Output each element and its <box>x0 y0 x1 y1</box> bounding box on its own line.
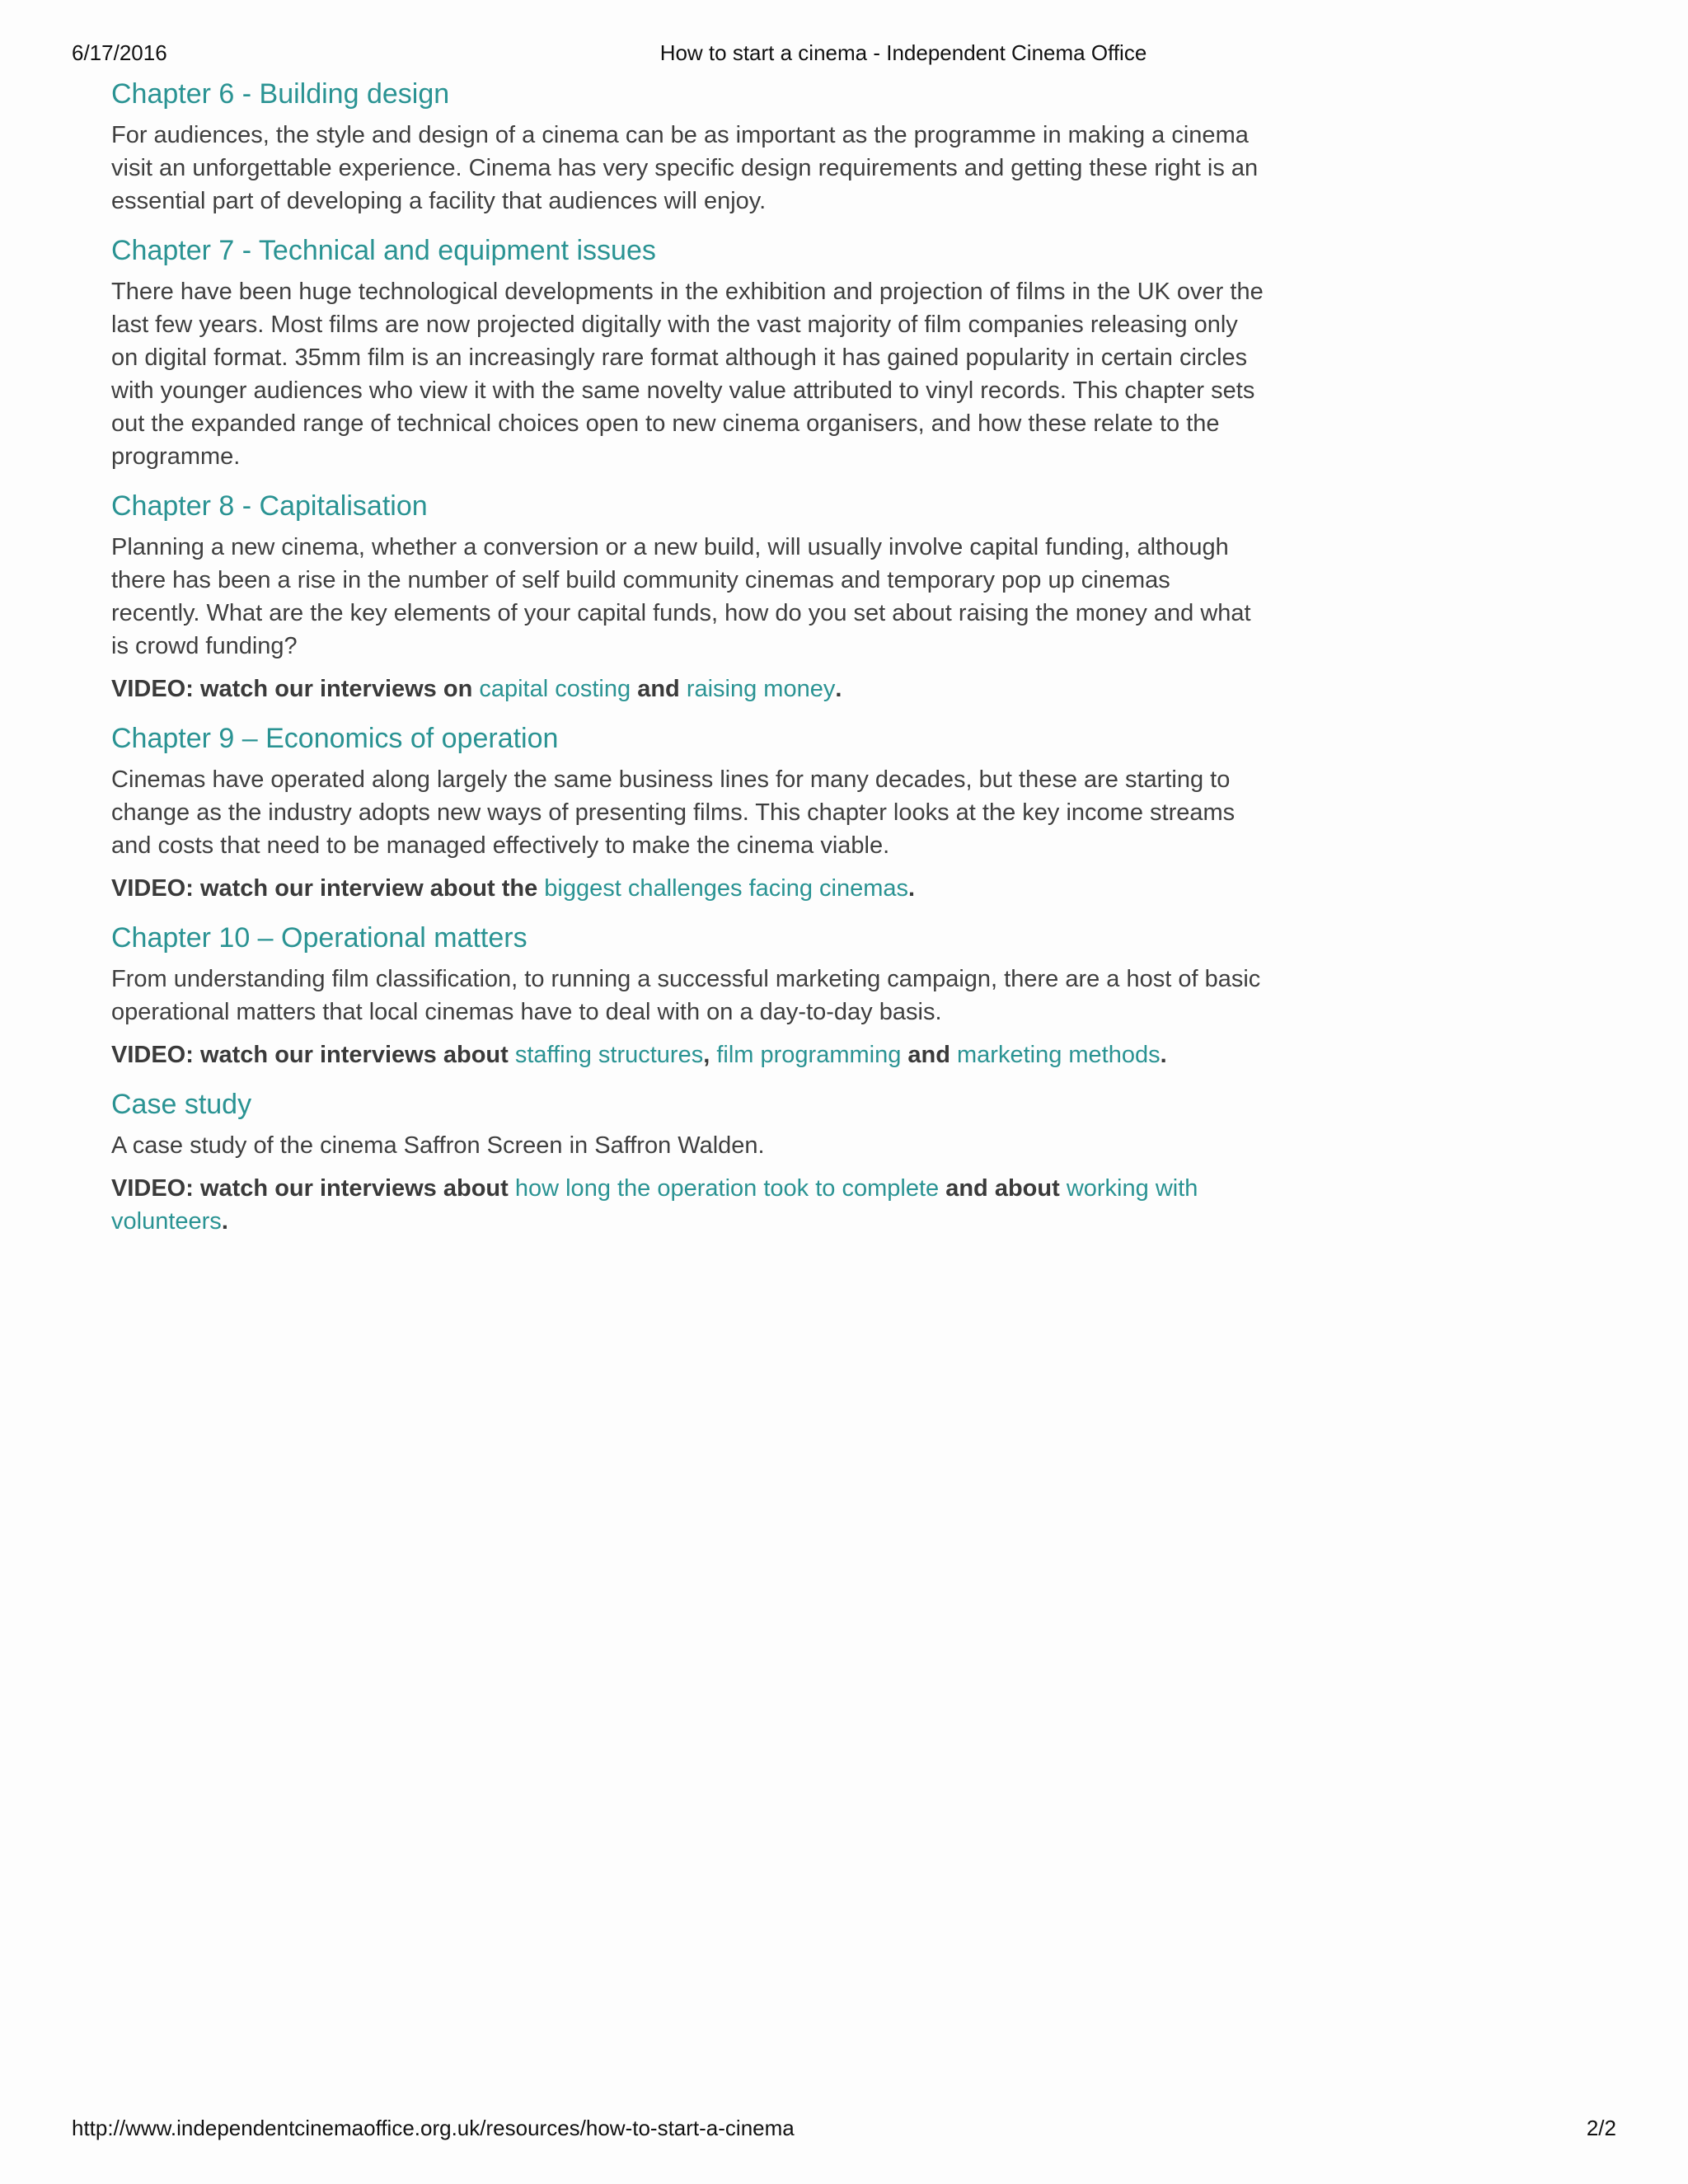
conjunction-text: and about <box>939 1175 1067 1202</box>
chapter-10-video-line <box>111 1038 1265 1071</box>
sentence-end: . <box>221 1208 228 1235</box>
chapter-9-section <box>111 720 1265 905</box>
chapter-6-section <box>111 76 1265 218</box>
print-url: http://www.independentcinemaoffice.org.uk/resources/how-to-start-a-cinema <box>72 2116 795 2140</box>
conjunction-text: and <box>631 676 687 702</box>
chapter-9-heading: Chapter 9 – Economics of operation <box>111 723 559 754</box>
chapter-10-section <box>111 920 1265 1071</box>
chapter-9-video-line <box>111 872 1265 905</box>
video-prefix: VIDEO: watch our interviews about <box>111 1175 515 1202</box>
staffing-structures-link[interactable]: staffing structures <box>514 1042 704 1068</box>
operation-duration-link[interactable]: how long the operation took to complete <box>514 1175 940 1202</box>
separator-text: , <box>703 1042 717 1068</box>
print-page-title: How to start a cinema - Independent Cinema Office <box>659 40 1147 65</box>
chapter-8-text: Planning a new cinema, whether a conversion or a new build, will usually involve capital funding, although there has been a rise in the number of self build community cinemas and temporary pop up cinemas recently. What are the key elements of your capital funds, how do you set about raising the money and what is crowd funding? <box>111 534 1251 659</box>
marketing-methods-link[interactable]: marketing methods <box>957 1042 1160 1068</box>
raising-money-link[interactable]: raising money <box>686 676 836 702</box>
chapter-6-heading: Chapter 6 - Building design <box>111 78 450 110</box>
video-prefix: VIDEO: watch our interviews about <box>111 1042 515 1068</box>
chapter-6-text: For audiences, the style and design of a cinema can be as important as the programme in making a cinema visit an unforgettable experience. Cinema has very specific design requirements and getting these right is an essential part of developing a facility that audiences will enjoy. <box>111 122 1259 214</box>
chapter-8-section <box>111 488 1265 705</box>
video-prefix: VIDEO: watch our interview about the <box>111 875 545 902</box>
case-study-heading: Case study <box>111 1089 252 1120</box>
page-number: 2/2 <box>1586 2116 1616 2140</box>
video-prefix: VIDEO: watch our interviews on <box>111 676 480 702</box>
chapter-8-video-line <box>111 673 1265 705</box>
print-header <box>0 40 1688 66</box>
case-study-section <box>111 1086 1265 1238</box>
chapter-7-text: There have been huge technological developments in the exhibition and projection of films in the UK over the last few years. Most films are now projected digitally with the vast majority of film companies releasing only on digital format. 35mm film is an increasingly rare format although it has gained popularity in certain circles with younger audiences who view it with the same novelty value attributed to vinyl records. This chapter sets out the expanded range of technical choices open to new cinema organisers, and how these relate to the programme. <box>111 279 1264 470</box>
chapter-8-heading: Chapter 8 - Capitalisation <box>111 490 428 522</box>
case-study-text: A case study of the cinema Saffron Screen in Saffron Walden. <box>111 1132 765 1159</box>
chapter-7-section <box>111 232 1265 473</box>
chapter-9-text: Cinemas have operated along largely the same business lines for many decades, but these are starting to change as the industry adopts new ways of presenting films. This chapter looks at the key income streams and costs that need to be managed effectively to make the cinema viable. <box>111 766 1236 859</box>
chapter-10-text: From understanding film classification, to running a successful marketing campaign, there are a host of basic operational matters that local cinemas have to deal with on a day-to-day basis. <box>111 966 1261 1025</box>
print-footer <box>0 2115 1688 2141</box>
chapter-10-heading: Chapter 10 – Operational matters <box>111 922 528 954</box>
sentence-end: . <box>1160 1042 1167 1068</box>
working-with-volunteers-link[interactable]: working with volunteers <box>111 1175 1198 1235</box>
capital-costing-link[interactable]: capital costing <box>479 676 631 702</box>
sentence-end: . <box>835 676 842 702</box>
case-study-video-line <box>111 1172 1265 1238</box>
sentence-end: . <box>908 875 916 902</box>
print-date: 6/17/2016 <box>72 40 167 65</box>
biggest-challenges-link[interactable]: biggest challenges facing cinemas <box>544 875 909 902</box>
chapter-7-heading: Chapter 7 - Technical and equipment issues <box>111 235 656 266</box>
article-content <box>111 76 1265 1253</box>
film-programming-link[interactable]: film programming <box>716 1042 902 1068</box>
conjunction-text: and <box>901 1042 958 1068</box>
